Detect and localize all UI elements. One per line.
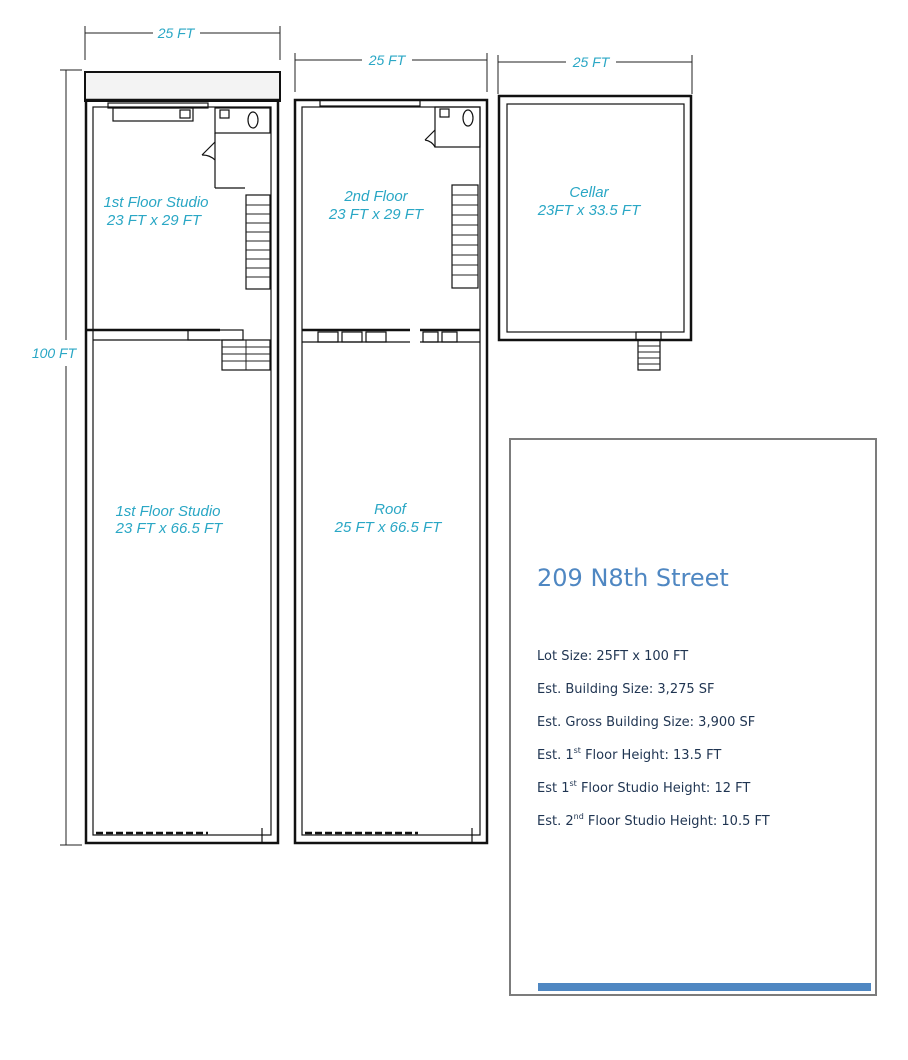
room-name-cellar: Cellar (569, 184, 609, 201)
lot-size-line: Lot Size: 25FT x 100 FT (537, 649, 689, 664)
property-facts-list (537, 648, 770, 846)
first-floor-plan (85, 72, 280, 843)
gross-building-size-line: Est. Gross Building Size: 3,900 SF (537, 715, 756, 730)
stair-first-floor-lower (222, 340, 270, 370)
second-studio-height-line: Est. 2nd Floor Studio Height: 10.5 FT (537, 812, 770, 829)
cellar-plan (499, 96, 691, 370)
stair-cellar (638, 346, 660, 364)
dimension-label-first-floor-width: 25 FT (157, 25, 195, 41)
dimension-label-second-floor-width: 25 FT (368, 52, 406, 68)
room-size-first-floor-front: 23 FT x 29 FT (106, 212, 202, 229)
room-size-second-floor: 23 FT x 29 FT (328, 206, 424, 223)
property-info-card (509, 438, 877, 996)
room-size-cellar: 23FT x 33.5 FT (537, 202, 641, 219)
property-address-title: 209 N8th Street (537, 564, 729, 592)
building-size-line: Est. Building Size: 3,275 SF (537, 682, 715, 697)
accent-bar (538, 983, 871, 991)
first-studio-height-line: Est 1st Floor Studio Height: 12 FT (537, 779, 751, 796)
stair-first-floor (246, 205, 270, 277)
dimension-label-lot-depth: 100 FT (31, 345, 77, 361)
room-name-second-floor: 2nd Floor (344, 188, 408, 205)
room-size-first-floor-rear: 23 FT x 66.5 FT (115, 520, 223, 537)
dimension-label-cellar-width: 25 FT (572, 54, 610, 70)
room-name-first-floor-front: 1st Floor Studio (103, 194, 209, 211)
stair-second-floor (452, 195, 478, 275)
room-size-roof: 25 FT x 66.5 FT (334, 519, 442, 536)
room-name-roof: Roof (374, 501, 406, 518)
room-name-first-floor-rear: 1st Floor Studio (115, 503, 221, 520)
floor-height-line: Est. 1st Floor Height: 13.5 FT (537, 746, 722, 763)
